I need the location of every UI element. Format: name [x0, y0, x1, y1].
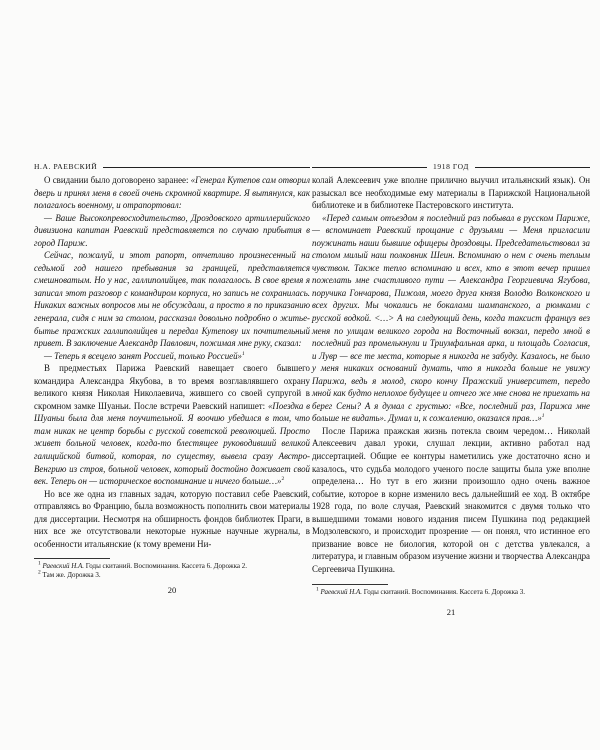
footnote-text: Там же. Дорожка 3.: [42, 571, 101, 580]
footnote-ref: 2: [281, 476, 285, 483]
footnote-num: 1: [316, 586, 319, 593]
header-rule: [475, 167, 590, 168]
footnote-num: 2: [38, 570, 41, 577]
footnote-ref: 1: [241, 350, 245, 357]
paragraph: — Ваше Высокопревосходительство, Дроздовского артиллерийского дивизиона капитан Раевский представляется по случаю прибытия в город Париж.: [34, 212, 310, 248]
paragraph: [34, 350, 310, 363]
left-running-header: [34, 161, 310, 173]
header-rule: [312, 167, 427, 168]
right-body-text: [312, 174, 590, 576]
quote-text: «Генерал Кутепов сам отворил дверь и принял меня в своей очень скромной квартире. Я вытянулся, как полагалось военному, и отрапортовал:: [34, 175, 310, 211]
left-page: [34, 161, 310, 597]
right-page-number: 21: [446, 606, 456, 617]
quote-text: «Поездка в Шуаньи была для меня поучительной. Я воочию убедился в том, что там никак не центр борьбы с русской советской революцией. Просто живет больной человек, когда-то блестящее руководивший великой галицийской битвой, которая, по существу, вывела сразу Австро-Венгрию из строя, больной человек, который достойно доживает свой век. Теперь он — историческое воспоминание и ничего больше…»: [34, 400, 310, 487]
footnote-rule: [34, 558, 110, 559]
plain-text: О свидании было договорено заранее:: [44, 175, 191, 185]
plain-text: В предместьях Парижа Раевский навещает своего бывшего командира Александра Якубова, в то время возглавлявшего охрану великого князя Николая Николаевича, жившего со своей супругой в скромном замке Шуаньи. После встречи Раевский напишет:: [34, 363, 310, 411]
paragraph: [312, 212, 590, 425]
footnote-text: Годы скитаний. Воспоминания. Кассета 6. Дорожка 2.: [84, 562, 248, 571]
right-running-header: [312, 161, 590, 173]
left-body-text: [34, 174, 310, 550]
paragraph: [34, 362, 310, 487]
footnote-author: Раевский Н.А.: [320, 587, 363, 596]
paragraph: [34, 174, 310, 212]
footnote-rule: [312, 584, 388, 585]
right-page: [312, 161, 590, 618]
footnote-num: 1: [38, 561, 41, 568]
paragraph: После Парижа пражская жизнь потекла своим чередом… Николай Алексеевич давал уроки, слушал лекции, активно работал над диссертацией. Общие ее контуры наметились уже достаточно ясно и казалось, что судьба молодого ученого после защиты была уже вполне определена… Но тут в его жизни произошло одно очень важное событие, которое в корне изменило весь дальнейший ее ход. В октябре 1928 года, по воле случая, Раевский знакомится с двумя только что вышедшими томами нового издания писем Пушкина под редакцией Модзолевского, и происходит прозрение — он понял, что истинное его призвание вовсе не биология, которой он с детства увлекался, а литература, и главным образом изучение жизни и творчества Александра Сергеевича Пушкина.: [312, 425, 590, 574]
paragraph: Сейчас, пожалуй, и этот рапорт, отчетливо произнесенный на седьмой год нашего пребывания за границей, представляется смешноватым. Но у нас, галлиполийцев, так полагалось. В свое время я записал этот разговор с командиром корпуса, но запись не сохранилась. Никаких важных вопросов мы не обсуждали, а просто я по приказанию генерала, сидя с ним за столом, рассказал довольно подробно о житье-бытье пражских галлиполийцев и передал Кутепову их почтительный привет. В заключение Александр Павлович, пожимая мне руку, сказал:: [34, 250, 310, 349]
footnote-author: Раевский Н.А.: [42, 562, 85, 571]
header-rule: [103, 167, 310, 168]
quote-text: «Перед самым отъездом я последний раз побывал в русском Париже, — вспоминает Раевский прощание с друзьями — Меня пригласили поужинать наши бывшие офицеры дроздовцы. Председательствовал за столом милый наш полковник Шеин. Вспоминаю о нем с очень теплым чувством. Также тепло вспоминаю и всех, кто в этот вечер пришел пожелать мне счастливого пути — Александра Георгиевича Ягубова, поручика Гончарова, Пижоля, моего друга князя Володю Волконского и всех других. Мы чокались не бокалами шампанского, а рюмками с русской водкой. <…> А на следующий день, когда таксист француз вез меня по улицам великого города на Восточный вокзал, передо мной в последний раз промелькнули и Триумфальная арка, и площадь Согласия, и Лувр — все те места, которые я никогда не забуду. Казалось, не было у меня никаких оснований думать, что я никогда больше не увижу Парижа, ведь я молод, скоро кончу Пражский университет, передо мной как будто неплохое будущее и отчего же мне снова не приехать на берег Сены? А я думал с грустью: «Все, последний раз, Парижа мне больше не видать». Думал и, к сожалению, оказался прав…»: [312, 212, 590, 424]
left-page-number: 20: [167, 585, 177, 596]
footnote: [312, 588, 590, 597]
footnote-text: Годы скитаний. Воспоминания. Кассета 6. Дорожка 3.: [362, 587, 526, 596]
footnote-ref: 1: [541, 413, 545, 420]
right-header-title: 1918 ГОД: [433, 161, 469, 171]
quote-text: — Теперь я всецело занят Россией, только Россией»: [44, 350, 242, 361]
footnote: [34, 571, 310, 580]
left-header-title: Н.А. РАЕВСКИЙ: [34, 161, 98, 171]
paragraph: колай Алексеевич уже вполне прилично выучил итальянский язык). Он разыскал все необходимые ему материалы в Парижской Национальной библиотеке и в библиотеке Пастеровского института.: [312, 175, 590, 211]
paragraph: Но все же одна из главных задач, которую поставил себе Раевский, отправляясь во Францию, была возможность пополнить свои материалы для диссертации. Несмотря на обширность фондов библиотек Праги, в них все же отсутствовали некоторые нужные научные журналы, в особенности итальянские (к тому времени Ни-: [34, 488, 310, 549]
